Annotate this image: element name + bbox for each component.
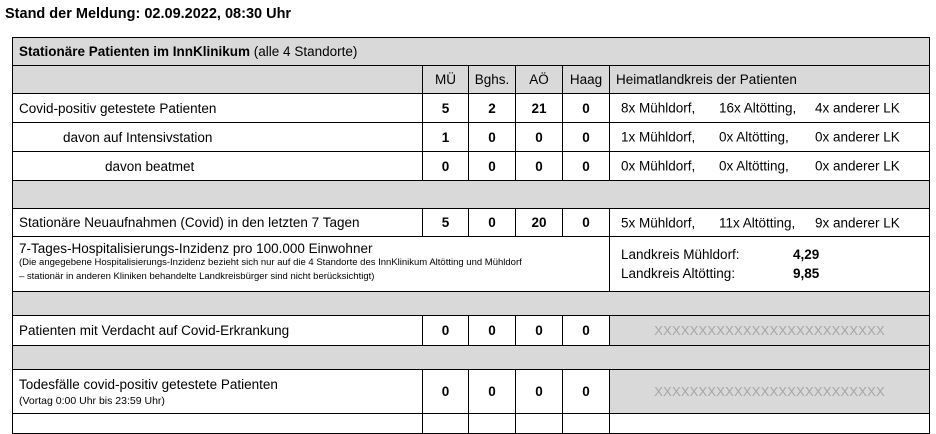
row-sub-label: (Vortag 0:00 Uhr bis 23:59 Uhr) [19, 394, 165, 407]
cut-cell [13, 414, 423, 434]
value-mu: 0 [423, 152, 469, 181]
home-other: 4x anderer LK [815, 100, 900, 116]
header-home-district: Heimatlandkreis der Patienten [610, 66, 930, 94]
spacer-row [13, 346, 930, 370]
header-haag: Haag [563, 66, 610, 94]
home-other: 9x anderer LK [815, 215, 900, 230]
value-bghs: 2 [469, 94, 516, 123]
value-haag: 0 [563, 94, 610, 123]
value-ao: 20 [516, 209, 563, 237]
table-row [13, 209, 930, 237]
placeholder-cell: XXXXXXXXXXXXXXXXXXXXXXXXXX [610, 370, 930, 414]
report-date: Stand der Meldung: 02.09.2022, 08:30 Uhr [5, 6, 292, 22]
value-ao: 0 [516, 123, 563, 152]
row-label: Covid-positiv getestete Patienten [13, 94, 423, 123]
value-bghs: 0 [469, 209, 516, 237]
spacer-row [13, 181, 930, 209]
row-label: davon beatmet [13, 152, 423, 181]
placeholder-cell: XXXXXXXXXXXXXXXXXXXXXXXXXX [610, 316, 930, 346]
spacer-cell [13, 181, 930, 209]
home-altoetting: 0x Altötting, [719, 129, 789, 145]
table-title-suffix: (alle 4 Standorte) [250, 44, 358, 59]
value-mu: 0 [423, 316, 469, 346]
row-label: davon auf Intensivstation [13, 123, 423, 152]
district-value-altoetting: 9,85 [793, 266, 820, 281]
value-mu: 5 [423, 94, 469, 123]
home-muehldorf: 0x Mühldorf, [621, 158, 696, 174]
value-bghs: 0 [469, 123, 516, 152]
table-title [13, 38, 930, 66]
value-haag: 0 [563, 123, 610, 152]
value-bghs: 0 [469, 152, 516, 181]
value-ao: 0 [516, 316, 563, 346]
home-district-cell [610, 209, 930, 237]
home-other: 0x anderer LK [815, 129, 900, 145]
spacer-row [13, 292, 930, 316]
header-mu: MÜ [423, 66, 469, 94]
cut-cell [423, 414, 469, 434]
district-value-muehldorf: 4,29 [793, 247, 820, 262]
row-label: Stationäre Neuaufnahmen (Covid) in den letzten 7 Tagen [13, 209, 423, 237]
cut-cell [516, 414, 563, 434]
value-ao: 0 [516, 152, 563, 181]
home-muehldorf: 1x Mühldorf, [621, 129, 696, 145]
value-bghs: 0 [469, 316, 516, 346]
cut-cell [469, 414, 516, 434]
home-altoetting: 16x Altötting, [719, 100, 797, 116]
home-district-cell [610, 152, 930, 181]
home-altoetting: 11x Altötting, [719, 215, 796, 230]
district-label-muehldorf: Landkreis Mühldorf: [621, 247, 740, 262]
home-altoetting: 0x Altötting, [719, 158, 789, 174]
cut-cell [563, 414, 610, 434]
incidence-note-line2: – stationär in anderen Kliniken behandelte Landkreisbürger sind nicht berücksichtigt) [19, 271, 375, 282]
header-ao: AÖ [516, 66, 563, 94]
value-haag: 0 [563, 316, 610, 346]
row-label: Todesfälle covid-positiv getestete Patienten [19, 376, 278, 392]
table-row [13, 123, 930, 152]
district-label-altoetting: Landkreis Altötting: [621, 266, 736, 281]
header-bghs: Bghs. [469, 66, 516, 94]
table-row-cut [13, 414, 930, 434]
row-label-cell [13, 370, 423, 414]
spacer-cell [13, 292, 930, 316]
value-mu: 1 [423, 123, 469, 152]
incidence-row [13, 237, 930, 292]
home-district-cell [610, 123, 930, 152]
home-muehldorf: 8x Mühldorf, [621, 100, 696, 116]
table-row [13, 94, 930, 123]
table-title-row [13, 38, 930, 66]
incidence-values [610, 237, 930, 292]
spacer-cell [13, 346, 930, 370]
value-mu: 5 [423, 209, 469, 237]
value-mu: 0 [423, 370, 469, 414]
value-ao: 0 [516, 370, 563, 414]
header-empty [13, 66, 423, 94]
value-bghs: 0 [469, 370, 516, 414]
incidence-note-line1: (Die angegebene Hospitalisierungs-Inzidenz bezieht sich nur auf die 4 Standorte des InnKlinikum Altötting und Mühldorf [19, 257, 522, 268]
value-haag: 0 [563, 152, 610, 181]
home-muehldorf: 5x Mühldorf, [621, 215, 696, 230]
header-row [13, 66, 930, 94]
table-row [13, 152, 930, 181]
value-haag: 0 [563, 370, 610, 414]
value-haag: 0 [563, 209, 610, 237]
table-row [13, 370, 930, 414]
home-district-cell [610, 94, 930, 123]
value-ao: 21 [516, 94, 563, 123]
incidence-title: 7-Tages-Hospitalisierungs-Inzidenz pro 100.000 Einwohner [19, 241, 373, 256]
home-other: 0x anderer LK [815, 158, 900, 174]
table-row [13, 316, 930, 346]
inpatient-statistics-table [12, 37, 930, 434]
cut-cell [610, 414, 930, 434]
incidence-description [13, 237, 610, 292]
row-label: Patienten mit Verdacht auf Covid-Erkrankung [13, 316, 423, 346]
table-title-bold: Stationäre Patienten im InnKlinikum [19, 44, 251, 59]
district-incidence-grid [616, 247, 923, 281]
